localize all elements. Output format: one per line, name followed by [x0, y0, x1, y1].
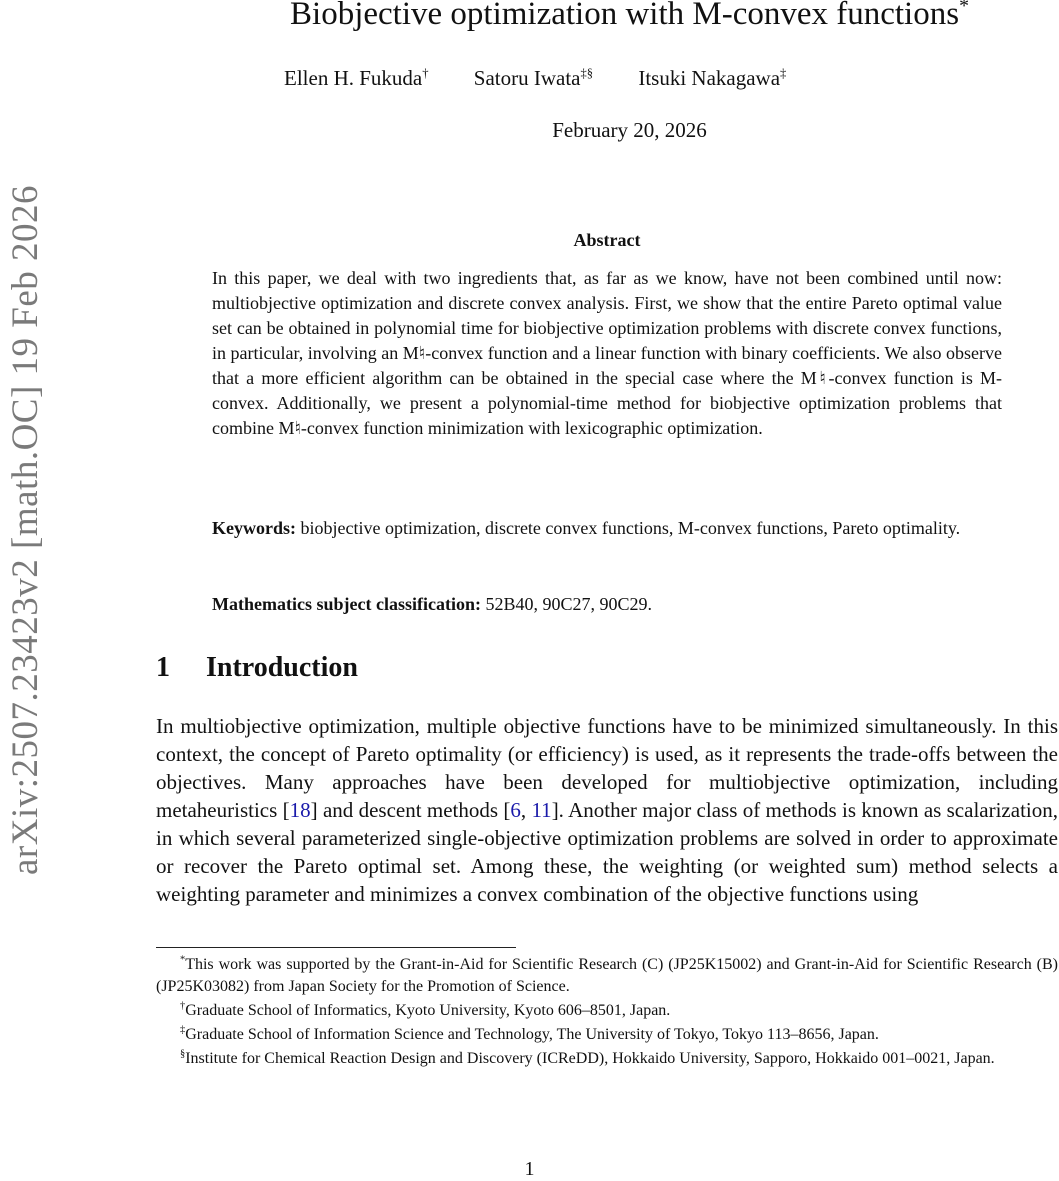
- footnotes: [156, 954, 1058, 1072]
- author-1: [284, 66, 429, 91]
- paper-title-text: Biobjective optimization with M-convex functions: [290, 0, 960, 32]
- msc-text: 52B40, 90C27, 90C29.: [485, 594, 652, 614]
- footnote-mark: §: [180, 1048, 186, 1060]
- author-2-name: Satoru Iwata: [473, 66, 581, 90]
- intro-text-2: ] and descent methods [: [310, 798, 511, 822]
- page-number: 1: [524, 1158, 535, 1180]
- author-3: [638, 66, 786, 91]
- author-2-mark: ‡§: [580, 66, 594, 80]
- citation-6[interactable]: 6: [510, 798, 521, 822]
- title-footnote-mark: *: [959, 0, 969, 17]
- footnote-affiliation-hokkaido: [156, 1048, 1058, 1070]
- author-1-name: Ellen H. Fukuda: [284, 66, 423, 90]
- paper-title: [200, 0, 1059, 33]
- footnote-affiliation-kyoto: [156, 1000, 1058, 1022]
- footnote-text: Graduate School of Information Science and Technology, The University of Tokyo, Tokyo 113–8656, Japan.: [185, 1026, 879, 1043]
- footnote-mark: †: [180, 1000, 186, 1012]
- keywords-label: Keywords:: [212, 518, 296, 538]
- intro-paragraph: [156, 712, 1058, 908]
- paper-date: February 20, 2026: [552, 118, 707, 142]
- keywords-text: biobjective optimization, discrete convex functions, M-convex functions, Pareto optimality.: [300, 518, 961, 538]
- intro-text-3: ,: [520, 798, 532, 822]
- footnote-affiliation-tokyo: [156, 1024, 1058, 1046]
- citation-18[interactable]: 18: [289, 798, 311, 822]
- footnote-funding: [156, 954, 1058, 998]
- footnote-text: This work was supported by the Grant-in-Aid for Scientific Research (C) (JP25K15002) and Grant-in-Aid for Scientific Research (B) (JP25K03082) from Japan Society for the Promotion of Science.: [156, 956, 1058, 995]
- footnote-rule: [156, 947, 516, 948]
- abstract-text: In this paper, we deal with two ingredients that, as far as we know, have not been combined until now: multiobjective optimization and discrete convex analysis. First, we show that the entire Pareto optimal value set can be obtained in polynomial time for biobjective optimization problems with discrete convex functions, in particular, involving an M♮-convex function and a linear function with binary coefficients. We also observe that a more efficient algorithm can be obtained in the special case where the M♮-convex function is M-convex. Additionally, we present a polynomial-time method for biobjective optimization problems that combine M♮-convex function minimization with lexicographic optimization.: [212, 268, 1002, 438]
- footnote-text: Graduate School of Informatics, Kyoto University, Kyoto 606–8501, Japan.: [185, 1002, 671, 1019]
- msc-label: Mathematics subject classification:: [212, 594, 481, 614]
- section-title: Introduction: [206, 652, 358, 683]
- intro-text-1: In multiobjective optimization, multiple objective functions have to be minimized simultaneously. In this context, the concept of Pareto optimality (or efficiency) is used, as it represents the trade-offs between the objectives. Many approaches have been developed for multiobjective optimization, including metaheuristics [: [156, 714, 1058, 822]
- author-list: [284, 66, 786, 91]
- author-3-mark: ‡: [780, 66, 787, 80]
- footnote-mark: *: [180, 954, 186, 966]
- msc-classification: [212, 592, 1002, 617]
- keywords: [212, 516, 1002, 541]
- citation-11[interactable]: 11: [531, 798, 552, 822]
- author-1-mark: †: [422, 66, 429, 80]
- section-number: 1: [156, 652, 170, 683]
- author-2: [474, 66, 593, 91]
- intro-text-4: ]. Another major class of methods is known as scalarization, in which several parameterized single-objective optimization problems are solved in order to approximate or recover the Pareto optimal set. Among these, the weighting (or weighted sum) method selects a weighting parameter and minimizes a convex combination of the objective functions using: [156, 798, 1058, 906]
- abstract-heading: Abstract: [573, 230, 641, 250]
- footnote-mark: ‡: [180, 1024, 186, 1036]
- arxiv-sidebar-stamp: arXiv:2507.23423v2 [math.OC] 19 Feb 2026: [5, 184, 46, 876]
- footnote-text: Institute for Chemical Reaction Design and Discovery (ICReDD), Hokkaido University, Sapporo, Hokkaido 001–0021, Japan.: [185, 1050, 995, 1067]
- author-3-name: Itsuki Nakagawa: [638, 66, 781, 90]
- section-heading: [156, 652, 358, 684]
